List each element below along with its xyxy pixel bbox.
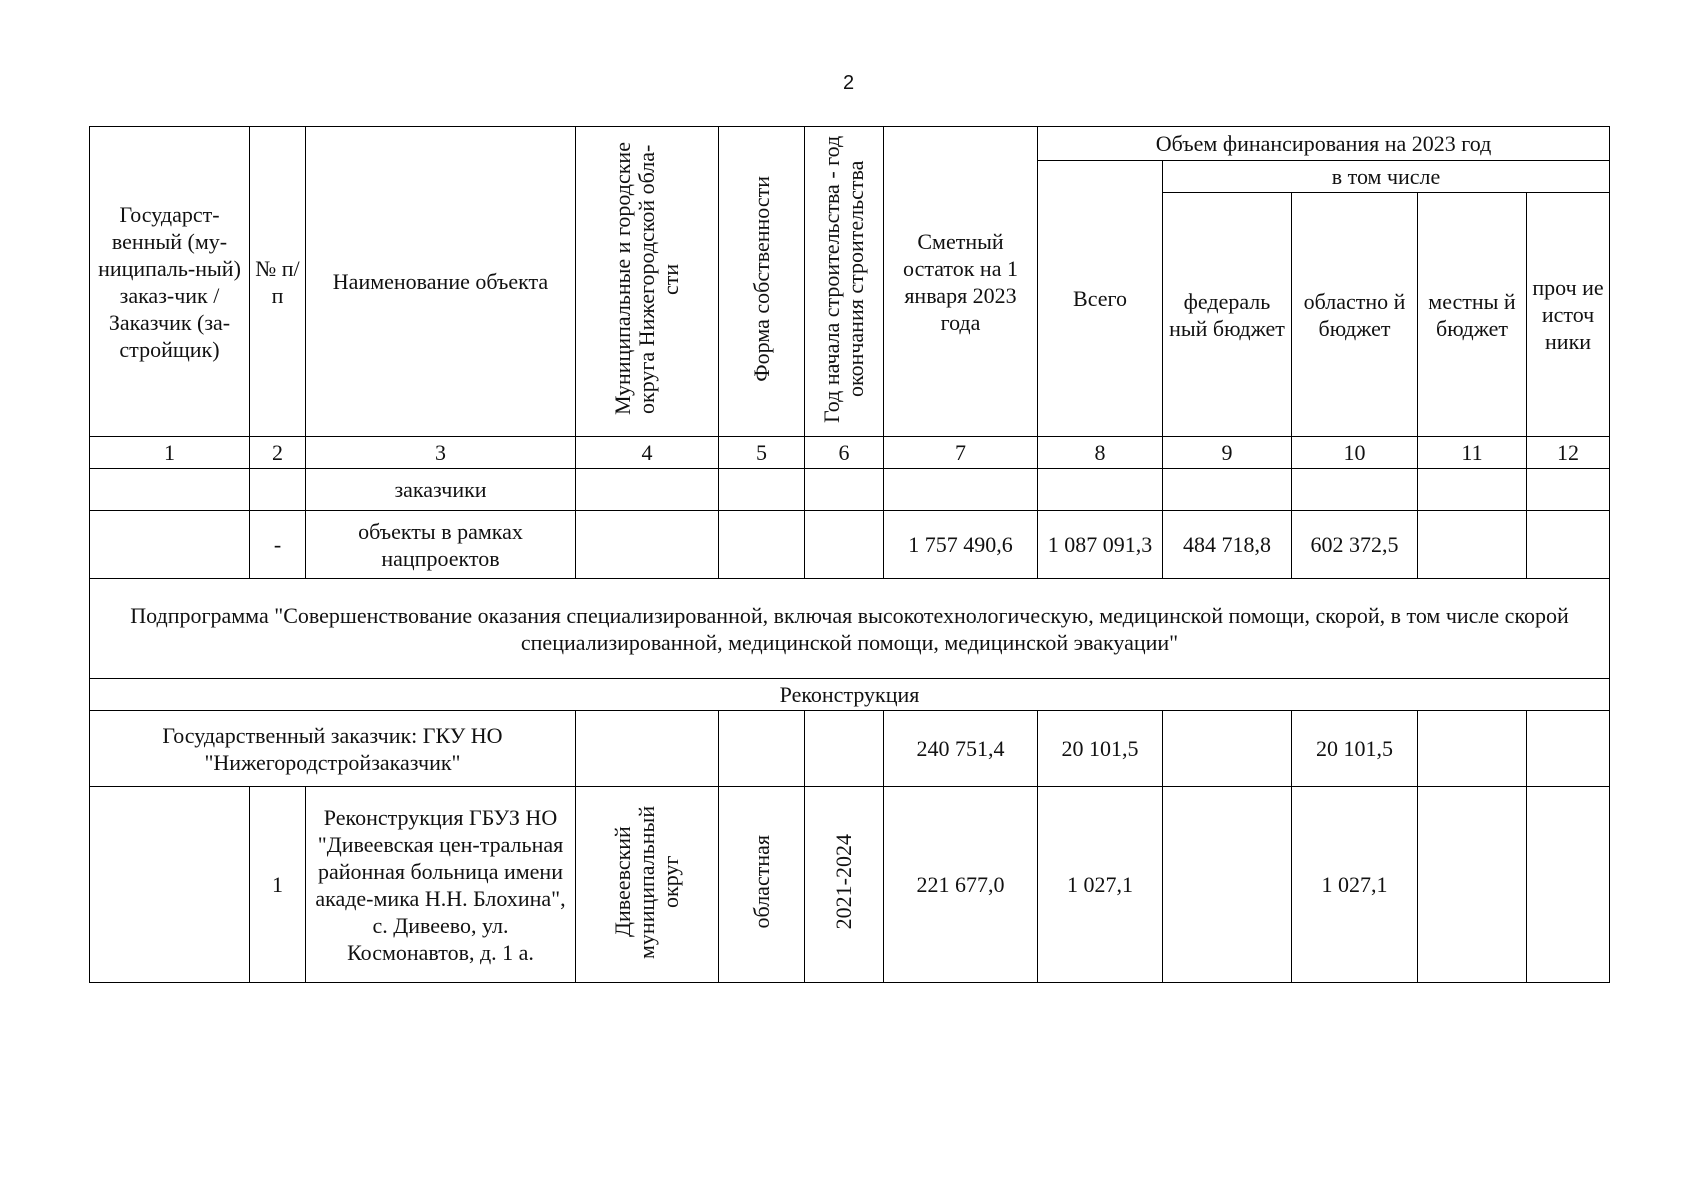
object-1-regional: 1 027,1	[1292, 787, 1418, 983]
object-1-ownership-text: областная	[748, 834, 774, 929]
header-num: № п/п	[250, 127, 306, 437]
empty-cell	[250, 469, 306, 511]
col-number: 11	[1418, 437, 1527, 469]
empty-cell	[805, 711, 884, 787]
empty-cell	[719, 711, 805, 787]
reconstruction-title: Реконструкция	[90, 679, 1610, 711]
customers-row	[90, 469, 1610, 511]
object-1-years	[805, 787, 884, 983]
col-number: 2	[250, 437, 306, 469]
empty-cell	[90, 511, 250, 579]
empty-cell	[805, 469, 884, 511]
natprojects-estimate: 1 757 490,6	[884, 511, 1038, 579]
col-number: 8	[1038, 437, 1163, 469]
reconstruction-row	[90, 679, 1610, 711]
col-number: 7	[884, 437, 1038, 469]
natprojects-total: 1 087 091,3	[1038, 511, 1163, 579]
header-customer: Государст-венный (му-ниципаль-ный) заказ-чик / Заказчик (за-стройщик)	[90, 127, 250, 437]
header-estimate-balance: Сметный остаток на 1 января 2023 года	[884, 127, 1038, 437]
col-number: 5	[719, 437, 805, 469]
header-row-1	[90, 127, 1610, 161]
empty-cell	[576, 711, 719, 787]
object-1-years-text: 2021-2024	[831, 833, 856, 930]
state-customer-row	[90, 711, 1610, 787]
natprojects-num: -	[250, 511, 306, 579]
col-number: 3	[306, 437, 576, 469]
col-number: 12	[1527, 437, 1610, 469]
header-including: в том числе	[1163, 161, 1610, 193]
header-federal: федераль ный бюджет	[1163, 193, 1292, 437]
header-other: проч ие источ ники	[1527, 193, 1610, 437]
header-ownership	[719, 127, 805, 437]
state-customer-total: 20 101,5	[1038, 711, 1163, 787]
natprojects-row	[90, 511, 1610, 579]
empty-cell	[90, 469, 250, 511]
empty-cell	[1163, 711, 1292, 787]
header-years	[805, 127, 884, 437]
col-number: 10	[1292, 437, 1418, 469]
empty-cell	[1527, 787, 1610, 983]
empty-cell	[1418, 511, 1527, 579]
customers-label: заказчики	[306, 469, 576, 511]
state-customer-regional: 20 101,5	[1292, 711, 1418, 787]
empty-cell	[1527, 711, 1610, 787]
object-1-num: 1	[250, 787, 306, 983]
object-1-municipality	[576, 787, 719, 983]
header-local: местны й бюджет	[1418, 193, 1527, 437]
object-1-row	[90, 787, 1610, 983]
col-number: 6	[805, 437, 884, 469]
empty-cell	[884, 469, 1038, 511]
empty-cell	[1292, 469, 1418, 511]
empty-cell	[90, 787, 250, 983]
header-years-text: Год начала строительства - год окончания строительства	[819, 134, 868, 423]
object-1-estimate: 221 677,0	[884, 787, 1038, 983]
empty-cell	[1418, 469, 1527, 511]
header-ownership-text: Форма собственности	[748, 175, 774, 382]
natprojects-regional: 602 372,5	[1292, 511, 1418, 579]
col-number: 4	[576, 437, 719, 469]
header-funding-group: Объем финансирования на 2023 год	[1038, 127, 1610, 161]
natprojects-name: объекты в рамках нацпроектов	[306, 511, 576, 579]
state-customer-name: Государственный заказчик: ГКУ НО "Нижегородстройзаказчик"	[90, 711, 576, 787]
subprogram-row	[90, 579, 1610, 679]
empty-cell	[1163, 787, 1292, 983]
column-numbers-row	[90, 437, 1610, 469]
empty-cell	[1418, 787, 1527, 983]
col-number: 9	[1163, 437, 1292, 469]
page-number: 2	[842, 72, 855, 94]
empty-cell	[576, 511, 719, 579]
empty-cell	[805, 511, 884, 579]
empty-cell	[1418, 711, 1527, 787]
header-municipalities-text: Муниципальные и городские округа Нижегородской обла-сти	[610, 142, 683, 415]
col-number: 1	[90, 437, 250, 469]
financing-table	[89, 126, 1610, 983]
header-total: Всего	[1038, 161, 1163, 437]
state-customer-estimate: 240 751,4	[884, 711, 1038, 787]
natprojects-federal: 484 718,8	[1163, 511, 1292, 579]
header-municipalities	[576, 127, 719, 437]
empty-cell	[1527, 511, 1610, 579]
header-regional: областно й бюджет	[1292, 193, 1418, 437]
empty-cell	[719, 469, 805, 511]
object-1-total: 1 027,1	[1038, 787, 1163, 983]
object-1-municipality-text: Дивеевский муниципальный округ	[610, 804, 683, 959]
empty-cell	[1527, 469, 1610, 511]
object-1-name: Реконструкция ГБУЗ НО "Дивеевская цен-тральная районная больница имени акаде-мика Н.Н. Блохина", с. Дивеево, ул. Космонавтов, д. 1 а.	[306, 787, 576, 983]
empty-cell	[1163, 469, 1292, 511]
object-1-ownership	[719, 787, 805, 983]
subprogram-title: Подпрограмма "Совершенствование оказания специализированной, включая высокотехнологическую, медицинской помощи, скорой, в том числе скорой специализированной, медицинской помощи, медицинской эвакуации"	[90, 579, 1610, 679]
empty-cell	[1038, 469, 1163, 511]
empty-cell	[719, 511, 805, 579]
header-object-name: Наименование объекта	[306, 127, 576, 437]
empty-cell	[576, 469, 719, 511]
